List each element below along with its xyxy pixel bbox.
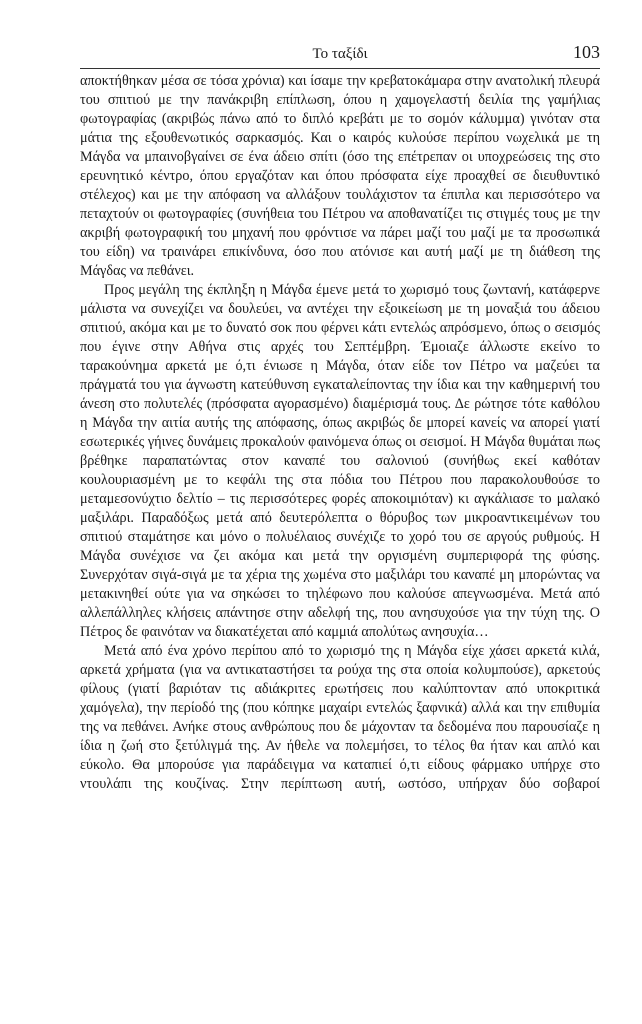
running-title: Το ταξίδι <box>312 46 368 62</box>
paragraph-2: Προς μεγάλη της έκπληξη η Μάγδα έμενε μετά το χωρισμό τους ζωντανή, κατάφερνε μάλιστα να συνεχίζει να δουλεύει, να αντέχει την εξοικείωση με τη μοναξιά του άδειου σπιτιού, ακόμα και με το δυνατό σοκ που φέρνει κάτι εντελώς απρόσμενο, όπως ο σεισμός που έγινε στην Αθήνα στις αρχές του Σεπτέμβρη. Έμοιαζε άλλωστε εκείνο το ταρακούνημα αρκετά με ό,τι ένιωσε η Μάγδα, όταν είδε τον Πέτρο να μαζεύει τα πράγματά του για άγνωστη κατεύθυνση εγκαταλείποντας την ίδια και την καθημερινή του άνεση στο πολυτελές (πρόσφατα αγορασμένο) διαμέρισμά τους. Δε ρώτησε τότε καθόλου η Μάγδα την αιτία αυτής της απόφασης, όπως ακριβώς δε μπορεί κανείς να απορεί γιατί εσωτερικές γήινες δυνάμεις προκαλούν φαινόμενα όπως οι σεισμοί. Η Μάγδα θυμάται πως βρέθηκε παραπατώντας στον καναπέ του σαλονιού (συνήθως εκεί καθόταν κουλουριασμένη με το κεφάλι της στα πόδια του Πέτρου που παρακολουθούσε το μεταμεσονύχτιο δελτίο – τις περισσότερες φορές αποκοιμιόταν) κι αγκάλιασε το μαλακό μαξιλάρι. Παραδόξως μετά από δευτερόλεπτα ο θόρυβος των μικροαντικειμένων του σπιτιού σταμάτησε και μόνο ο πολυέλαιος συνέχιζε το χορό του σε αργούς ρυθμούς. Η Μάγδα συνέχισε να ζει ακόμα και μετά την οργισμένη συμπεριφορά της φύσης. Συνερχόταν σιγά-σιγά με τα χέρια της χωμένα στο μαξιλάρι του καναπέ μη μπορώντας να μετακινηθεί ούτε για να σηκώσει το τηλέφωνο που καλούσε απεγνωσμένα. Μετά από αλλεπάλληλες κλήσεις απάντησε στην αδελφή της, που ανησυχούσε για την τύχη της. Ο Πέτρος δε φαινόταν να διακατέχεται από καμμιά απολύτως ανησυχία… <box>80 282 600 640</box>
body-text <box>80 72 600 794</box>
paragraph-1: αποκτήθηκαν μέσα σε τόσα χρόνια) και ίσαμε την κρεβατοκάμαρα στην ανατολική πλευρά του σπιτιού με την πανάκριβη επίπλωση, όπου η χαμογελαστή δειλία της γαμήλιας φωτογραφίας (ακριβώς πάνω από το διπλό κρεβάτι με το σομόν κάλυμμα) γινόταν στα μάτια της εξουθενωτικός σαρκασμός. Και ο καιρός κυλούσε περίπου νωχελικά με τη Μάγδα να μπαινοβγαίνει σε ένα άδειο σπίτι (όσο της επέτρεπαν οι υποχρεώσεις της στο ερευνητικό κέντρο, όπου εργαζόταν και όπου πρόσφατα είχε προαχθεί σε διευθυντικό στέλεχος) και με την απόφαση να αλλάξουν τουλάχιστον τα έπιπλα και περισσότερο να πεταχτούν οι φωτογραφίες (συνήθεια του Πέτρου να αποθανατίζει τις στιγμές τους με την ακριβή φωτογραφική του μηχανή που φρόντισε να πάρει μαζί του μαζί με τα προσωπικά του είδη) να τραινάρει επικίνδυνα, όσο που ατόνισε και αυτή μαζί με τη διάθεση της Μάγδας να πεθάνει. <box>80 73 600 279</box>
running-header <box>80 42 600 68</box>
paragraph-3: Μετά από ένα χρόνο περίπου από το χωρισμό της η Μάγδα είχε χάσει αρκετά κιλά, αρκετά χρήματα (για να αντικαταστήσει τα ρούχα της στα οποία κολυμπούσε), αρκετούς φίλους (γιατί βαριόταν τις αδιάκριτες ερωτήσεις που καλύπτονταν από υποκριτικά χαμόγελα), την περίοδό της (που κόπηκε μαχαίρι εντελώς ξαφνικά) αλλά και την επιθυμία της να πεθάνει. Ανήκε στους ανθρώπους που δε μάχονταν τα δεδομένα που παρουσίαζε η ίδια η ζωή στο ξετύλιγμά της. Αν ήθελε να πολεμήσει, το τέλος θα ήταν και απλό και εύκολο. Θα μπορούσε για παράδειγμα να καταπιεί ό,τι είδους φάρμακο υπήρχε στο ντουλάπι της κουζίνας. Στην περίπτωση αυτή, ωστόσο, υπήρχαν δύο σοβαροί <box>80 643 600 792</box>
header-rule <box>80 68 600 69</box>
page-number: 103 <box>573 42 600 62</box>
